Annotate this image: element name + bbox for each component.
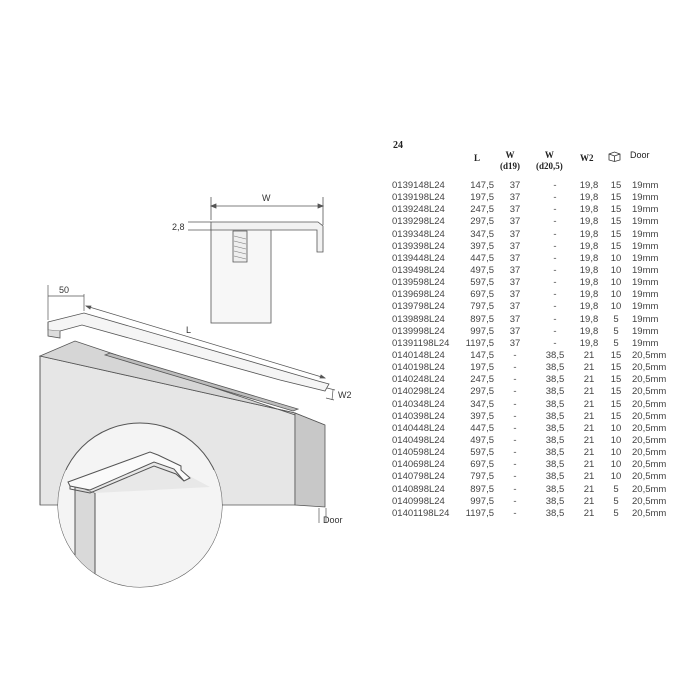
table-row [0, 435, 700, 447]
door-thickness-value: 19mm [632, 192, 659, 204]
article-code: 0140698L24 [392, 459, 445, 471]
width-d205-value: - [553, 192, 557, 204]
article-code: 0140498L24 [392, 434, 445, 446]
door-thickness-value: 19mm [632, 325, 659, 337]
width-d205-value: - [553, 325, 557, 337]
table-row [0, 326, 700, 338]
w2-value: 21 [583, 374, 595, 386]
door-thickness-value: 20,5mm [632, 483, 667, 495]
width-d19-value: - [513, 398, 517, 410]
w2-value: 21 [583, 507, 595, 519]
article-code: 0139498L24 [392, 264, 445, 276]
w2-value: 21 [583, 386, 595, 398]
header-w2: W2 [580, 153, 594, 163]
article-code: 0140448L24 [392, 422, 445, 434]
w2-value: 19,8 [579, 252, 599, 264]
width-d205-value: - [553, 204, 557, 216]
width-d19-value: 37 [509, 313, 521, 325]
door-thickness-value: 19mm [632, 240, 659, 252]
width-d205-value: 38,5 [545, 374, 565, 386]
width-d19-value: 37 [509, 240, 521, 252]
w2-value: 21 [583, 362, 595, 374]
width-d19-value: - [513, 374, 517, 386]
door-thickness-value: 20,5mm [632, 471, 667, 483]
length-value: 297,5 [470, 216, 494, 228]
width-d19-value: 37 [509, 301, 521, 313]
article-code: 0140998L24 [392, 495, 445, 507]
width-d19-value: - [513, 471, 517, 483]
width-d205-value: 38,5 [545, 495, 565, 507]
article-code: 0140798L24 [392, 471, 445, 483]
door-thickness-value: 19mm [632, 277, 659, 289]
width-d19-value: 37 [509, 337, 521, 349]
w2-value: 21 [583, 459, 595, 471]
quantity-value: 15 [610, 228, 622, 240]
w2-value: 19,8 [579, 264, 599, 276]
width-d19-value: 37 [509, 216, 521, 228]
quantity-value: 5 [613, 495, 619, 507]
table-row [0, 204, 700, 216]
width-d205-value: - [553, 216, 557, 228]
width-d19-value: 37 [509, 277, 521, 289]
table-row [0, 241, 700, 253]
w2-value: 21 [583, 410, 595, 422]
length-value: 347,5 [470, 228, 494, 240]
door-thickness-value: 20,5mm [632, 374, 667, 386]
quantity-value: 10 [610, 422, 622, 434]
length-value: 147,5 [470, 349, 494, 361]
door-thickness-value: 19mm [632, 313, 659, 325]
door-thickness-value: 20,5mm [632, 362, 667, 374]
article-code: 0139448L24 [392, 252, 445, 264]
width-d205-value: - [553, 264, 557, 276]
width-d205-value: 38,5 [545, 386, 565, 398]
door-thickness-value: 19mm [632, 204, 659, 216]
width-d19-value: - [513, 386, 517, 398]
table-row [0, 216, 700, 228]
length-value: 147,5 [470, 180, 494, 191]
table-row [0, 314, 700, 326]
width-d205-value: - [553, 337, 557, 349]
length-value: 197,5 [470, 192, 494, 204]
w2-value: 21 [583, 495, 595, 507]
width-d19-value: - [513, 459, 517, 471]
width-d19-value: 37 [509, 252, 521, 264]
article-code: 01401198L24 [392, 507, 450, 519]
width-d205-value: - [553, 289, 557, 301]
article-code: 0139198L24 [392, 192, 445, 204]
door-thickness-value: 19mm [632, 289, 659, 301]
door-thickness-value: 19mm [632, 337, 659, 349]
width-d205-value: - [553, 228, 557, 240]
w2-value: 19,8 [579, 228, 599, 240]
width-d205-value: - [553, 277, 557, 289]
product-table [0, 180, 700, 520]
length-value: 997,5 [470, 325, 494, 337]
quantity-value: 5 [613, 483, 619, 495]
w2-value: 21 [583, 447, 595, 459]
w2-value: 19,8 [579, 216, 599, 228]
quantity-value: 15 [610, 349, 622, 361]
width-d19-value: 37 [509, 180, 521, 191]
article-code: 0140898L24 [392, 483, 445, 495]
length-value: 997,5 [470, 495, 494, 507]
length-value: 697,5 [470, 289, 494, 301]
header-width-d205: W (d20,5) [536, 150, 563, 171]
header-quantity [608, 151, 621, 165]
door-thickness-value: 19mm [632, 228, 659, 240]
table-row [0, 289, 700, 301]
table-row [0, 459, 700, 471]
width-d205-value: - [553, 301, 557, 313]
quantity-value: 15 [610, 180, 622, 191]
w2-value: 21 [583, 483, 595, 495]
table-row [0, 229, 700, 241]
width-d205-value: 38,5 [545, 483, 565, 495]
quantity-value: 15 [610, 362, 622, 374]
door-thickness-value: 20,5mm [632, 422, 667, 434]
table-row [0, 338, 700, 350]
width-d205-value: 38,5 [545, 459, 565, 471]
length-value: 797,5 [470, 471, 494, 483]
width-d19-value: 37 [509, 204, 521, 216]
quantity-value: 10 [610, 301, 622, 313]
door-thickness-value: 19mm [632, 216, 659, 228]
width-d19-value: 37 [509, 228, 521, 240]
width-d19-value: - [513, 447, 517, 459]
article-code: 0140298L24 [392, 386, 445, 398]
quantity-value: 15 [610, 204, 622, 216]
width-d19-value: - [513, 349, 517, 361]
dim-label-length: L [186, 325, 192, 335]
quantity-value: 15 [610, 240, 622, 252]
width-d19-value: - [513, 507, 517, 519]
quantity-value: 5 [613, 313, 619, 325]
table-row [0, 350, 700, 362]
quantity-value: 5 [613, 325, 619, 337]
width-d19-value: - [513, 434, 517, 446]
door-thickness-value: 20,5mm [632, 349, 667, 361]
dim-label-thickness: 2,8 [172, 222, 185, 232]
article-code: 0139148L24 [392, 180, 445, 191]
width-d205-value: - [553, 240, 557, 252]
width-d205-value: 38,5 [545, 471, 565, 483]
header-length: L [474, 153, 481, 163]
width-d19-value: - [513, 410, 517, 422]
article-code: 0139248L24 [392, 204, 445, 216]
article-code: 01391198L24 [392, 337, 450, 349]
header-width-d19: W (d19) [500, 150, 520, 171]
w2-value: 19,8 [579, 313, 599, 325]
width-d19-value: - [513, 495, 517, 507]
w2-value: 19,8 [579, 180, 599, 191]
quantity-value: 10 [610, 264, 622, 276]
quantity-value: 15 [610, 398, 622, 410]
quantity-value: 15 [610, 374, 622, 386]
door-thickness-value: 20,5mm [632, 459, 667, 471]
width-d205-value: 38,5 [545, 410, 565, 422]
quantity-value: 10 [610, 277, 622, 289]
length-value: 397,5 [470, 410, 494, 422]
quantity-value: 10 [610, 289, 622, 301]
length-value: 397,5 [470, 240, 494, 252]
article-code: 0140148L24 [392, 349, 445, 361]
dim-label-w2: W2 [338, 390, 352, 400]
door-thickness-value: 20,5mm [632, 434, 667, 446]
length-value: 447,5 [470, 422, 494, 434]
table-row [0, 362, 700, 374]
length-value: 597,5 [470, 447, 494, 459]
length-value: 447,5 [470, 252, 494, 264]
door-thickness-value: 20,5mm [632, 495, 667, 507]
table-row [0, 484, 700, 496]
series-number: 24 [393, 140, 403, 151]
w2-value: 19,8 [579, 204, 599, 216]
length-value: 297,5 [470, 386, 494, 398]
table-row [0, 277, 700, 289]
door-thickness-value: 19mm [632, 252, 659, 264]
length-value: 1197,5 [465, 507, 494, 519]
width-d205-value: 38,5 [545, 349, 565, 361]
table-row [0, 447, 700, 459]
article-code: 0140598L24 [392, 447, 445, 459]
w2-value: 19,8 [579, 337, 599, 349]
length-value: 247,5 [470, 204, 494, 216]
article-code: 0139298L24 [392, 216, 445, 228]
w2-value: 19,8 [579, 289, 599, 301]
length-value: 347,5 [470, 398, 494, 410]
width-d19-value: - [513, 422, 517, 434]
quantity-value: 10 [610, 447, 622, 459]
length-value: 197,5 [470, 362, 494, 374]
dim-label-door: Door [323, 515, 343, 525]
length-value: 597,5 [470, 277, 494, 289]
door-thickness-value: 19mm [632, 180, 659, 191]
table-row [0, 423, 700, 435]
quantity-value: 10 [610, 434, 622, 446]
quantity-value: 15 [610, 192, 622, 204]
w2-value: 19,8 [579, 277, 599, 289]
width-d205-value: 38,5 [545, 422, 565, 434]
article-code: 0140198L24 [392, 362, 445, 374]
table-row [0, 508, 700, 520]
article-code: 0139598L24 [392, 277, 445, 289]
length-value: 797,5 [470, 301, 494, 313]
table-row [0, 180, 700, 192]
article-code: 0140398L24 [392, 410, 445, 422]
article-code: 0139798L24 [392, 301, 445, 313]
table-row [0, 496, 700, 508]
table-row [0, 301, 700, 313]
table-row [0, 386, 700, 398]
width-d205-value: 38,5 [545, 447, 565, 459]
w2-value: 19,8 [579, 240, 599, 252]
width-d19-value: - [513, 362, 517, 374]
width-d205-value: 38,5 [545, 434, 565, 446]
table-row [0, 471, 700, 483]
w2-value: 21 [583, 422, 595, 434]
width-d205-value: - [553, 180, 557, 191]
width-d19-value: 37 [509, 192, 521, 204]
width-d205-value: 38,5 [545, 362, 565, 374]
article-code: 0140248L24 [392, 374, 445, 386]
door-thickness-value: 19mm [632, 301, 659, 313]
article-code: 0139998L24 [392, 325, 445, 337]
header-door: Door [630, 150, 650, 160]
w2-value: 19,8 [579, 192, 599, 204]
width-d205-value: - [553, 313, 557, 325]
door-thickness-value: 20,5mm [632, 507, 667, 519]
w2-value: 21 [583, 471, 595, 483]
dim-label-width: W [262, 193, 271, 203]
width-d19-value: - [513, 483, 517, 495]
article-code: 0140348L24 [392, 398, 445, 410]
box-icon [608, 151, 621, 162]
article-code: 0139398L24 [392, 240, 445, 252]
length-value: 497,5 [470, 264, 494, 276]
width-d205-value: 38,5 [545, 398, 565, 410]
quantity-value: 10 [610, 471, 622, 483]
quantity-value: 5 [613, 507, 619, 519]
w2-value: 21 [583, 434, 595, 446]
length-value: 697,5 [470, 459, 494, 471]
w2-value: 19,8 [579, 325, 599, 337]
article-code: 0139348L24 [392, 228, 445, 240]
table-row [0, 253, 700, 265]
table-row [0, 265, 700, 277]
width-d205-value: 38,5 [545, 507, 565, 519]
quantity-value: 5 [613, 337, 619, 349]
width-d205-value: - [553, 252, 557, 264]
table-row [0, 399, 700, 411]
article-code: 0139898L24 [392, 313, 445, 325]
quantity-value: 15 [610, 410, 622, 422]
width-d19-value: 37 [509, 264, 521, 276]
quantity-value: 15 [610, 386, 622, 398]
table-row [0, 374, 700, 386]
door-thickness-value: 20,5mm [632, 410, 667, 422]
w2-value: 21 [583, 398, 595, 410]
width-d19-value: 37 [509, 289, 521, 301]
quantity-value: 10 [610, 252, 622, 264]
length-value: 897,5 [470, 483, 494, 495]
article-code: 0139698L24 [392, 289, 445, 301]
door-thickness-value: 20,5mm [632, 398, 667, 410]
table-row [0, 192, 700, 204]
length-value: 1197,5 [465, 337, 494, 349]
table-row [0, 411, 700, 423]
quantity-value: 15 [610, 216, 622, 228]
quantity-value: 10 [610, 459, 622, 471]
w2-value: 19,8 [579, 301, 599, 313]
length-value: 497,5 [470, 434, 494, 446]
door-thickness-value: 19mm [632, 264, 659, 276]
w2-value: 21 [583, 349, 595, 361]
length-value: 897,5 [470, 313, 494, 325]
dim-label-depth: 50 [59, 285, 70, 295]
door-thickness-value: 20,5mm [632, 447, 667, 459]
width-d19-value: 37 [509, 325, 521, 337]
door-thickness-value: 20,5mm [632, 386, 667, 398]
length-value: 247,5 [470, 374, 494, 386]
